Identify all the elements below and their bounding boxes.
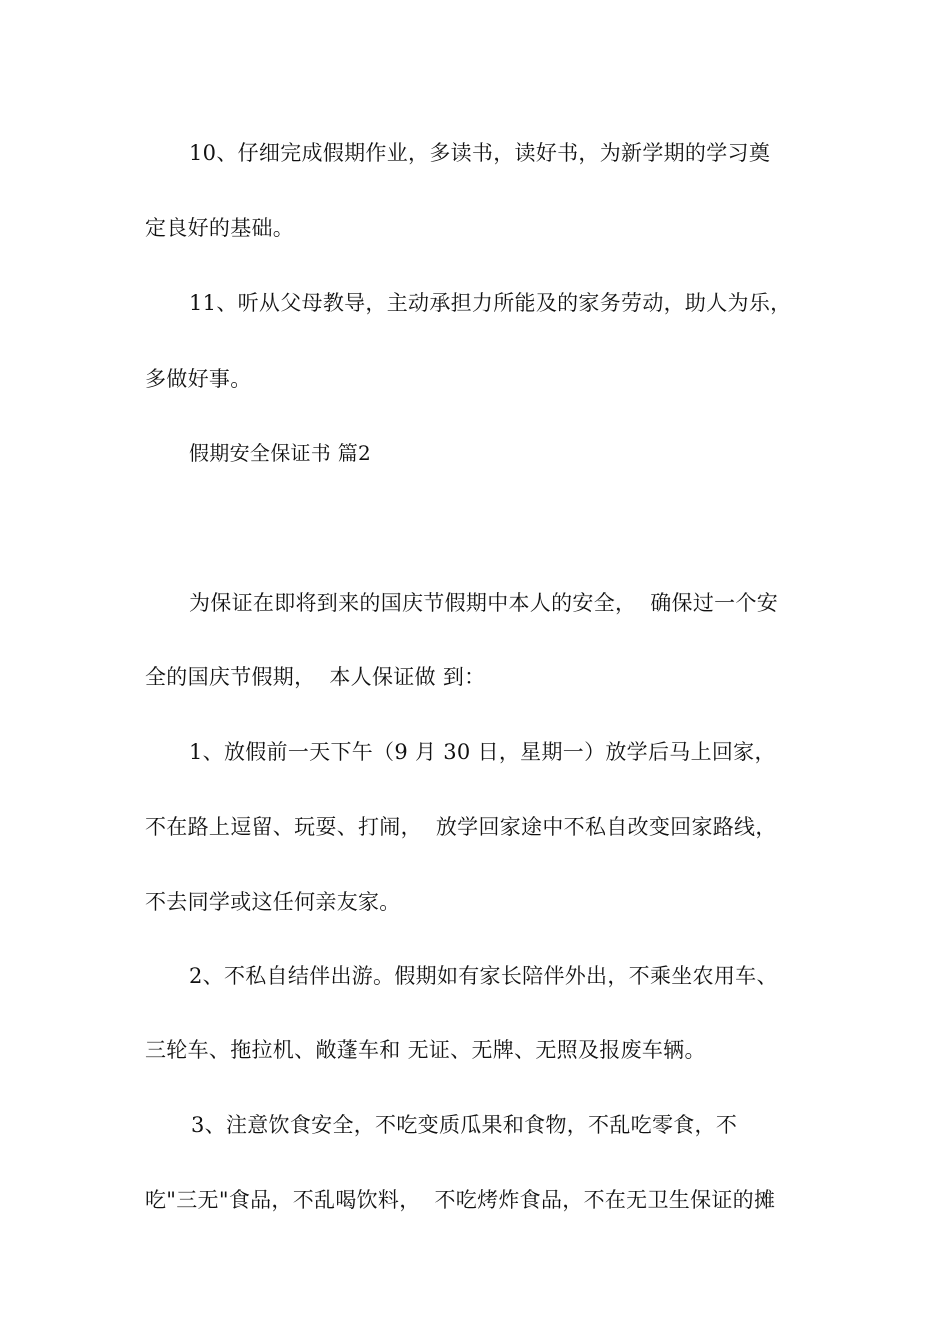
item-2-line-2: 三轮车、拖拉机、敞蓬车和 无证、无牌、无照及报废车辆。 — [145, 1038, 706, 1062]
paragraph-11-line-1: 11、听从父母教导，主动承担力所能及的家务劳动，助人为乐， — [189, 291, 792, 315]
item-1-line-1: 1、放假前一天下午（9 月 30 日，星期一）放学后马上回家， — [189, 740, 776, 764]
item-1-line-3: 不去同学或这任何亲友家。 — [145, 890, 401, 914]
paragraph-10-line-1: 10、仔细完成假期作业，多读书，读好书，为新学期的学习奠 — [189, 141, 771, 165]
paragraph-10-line-2: 定良好的基础。 — [145, 216, 295, 240]
paragraph-11-line-2: 多做好事。 — [145, 367, 252, 391]
intro-line-2: 全的国庆节假期， 本人保证做 到： — [145, 665, 486, 689]
item-1-line-2: 不在路上逗留、玩耍、打闹， 放学回家途中不私自改变回家路线， — [145, 815, 777, 839]
intro-line-1: 为保证在即将到来的国庆节假期中本人的安全， 确保过一个安 — [189, 591, 779, 615]
section-title: 假期安全保证书 篇2 — [189, 441, 372, 465]
item-3-line-1: 3、注意饮食安全，不吃变质瓜果和食物，不乱吃零食，不 — [191, 1113, 738, 1137]
item-2-line-1: 2、不私自结伴出游。假期如有家长陪伴外出，不乘坐农用车、 — [189, 964, 778, 988]
item-3-line-2: 吃"三无"食品，不乱喝饮料， 不吃烤炸食品，不在无卫生保证的摊 — [145, 1188, 776, 1212]
